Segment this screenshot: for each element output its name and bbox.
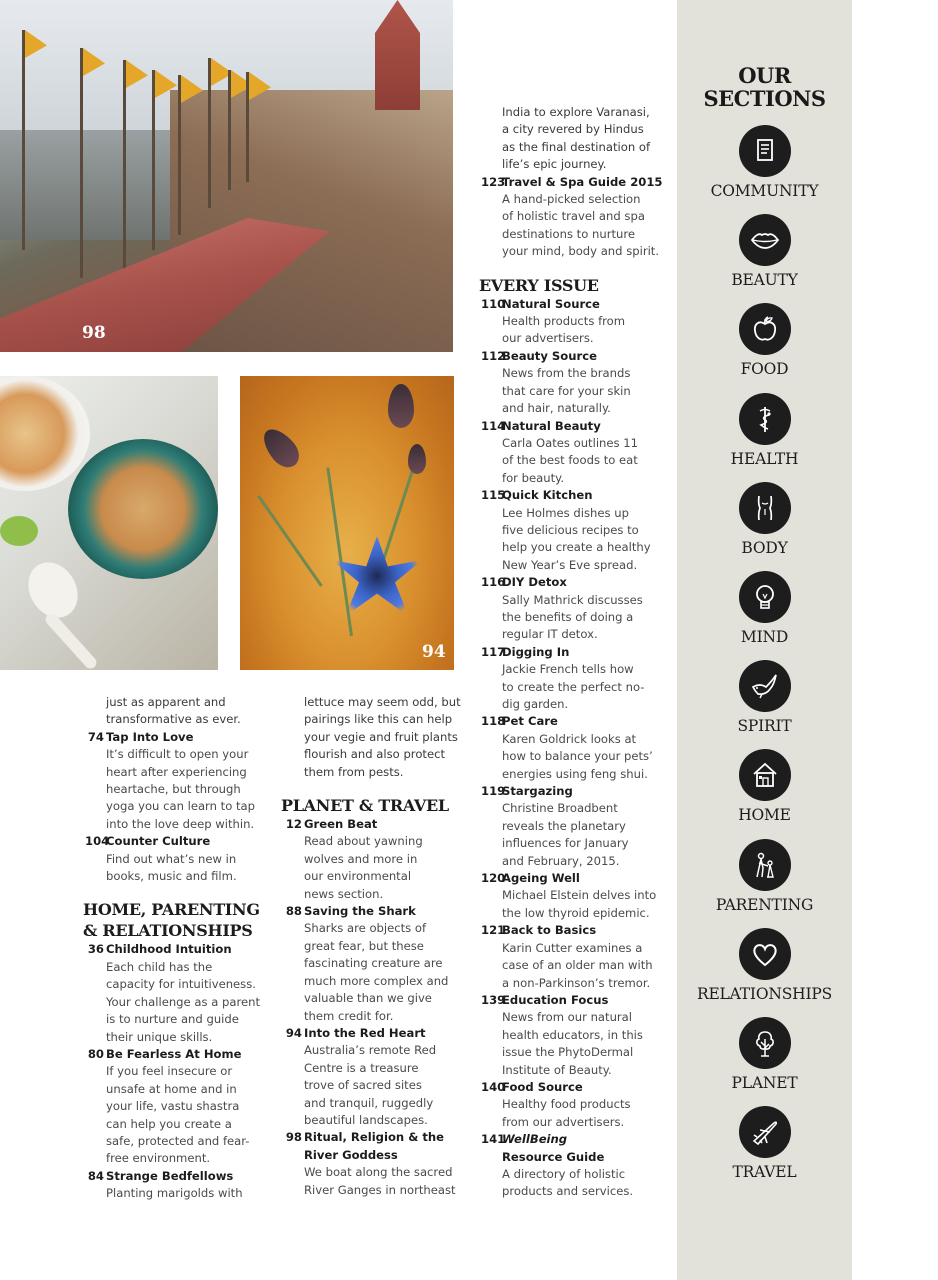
contents-entry[interactable]: 110Natural Source Health products from our advertisers. <box>481 296 626 346</box>
torso-icon <box>739 482 791 534</box>
section-label: COMMUNITY <box>710 182 819 200</box>
section-travel[interactable] <box>677 1106 852 1181</box>
section-spirit[interactable] <box>677 660 852 735</box>
section-label: FOOD <box>740 360 789 379</box>
section-parenting[interactable] <box>677 839 852 914</box>
apple-icon <box>739 303 791 355</box>
section-heading: PLANET & TRAVEL <box>281 796 449 816</box>
section-food[interactable] <box>677 303 852 378</box>
contents-entry[interactable]: 94 Into the Red Heart Australia’s remote Red Centre is a treasure trove of sacred sites and tranquil, ruggedly beautiful landscapes. <box>285 1025 437 1127</box>
section-beauty[interactable] <box>677 214 852 289</box>
photo-page-number: 98 <box>82 323 106 343</box>
contents-entry[interactable]: 115Quick Kitchen Lee Holmes dishes up five delicious recipes to help you create a healthy New Year’s Eve spread. <box>481 488 651 572</box>
tree-icon <box>739 1017 791 1069</box>
contents-entry[interactable]: 114Natural Beauty Carla Oates outlines 11 of the best foods to eat for beauty. <box>481 418 639 485</box>
section-label: HEALTH <box>730 449 799 468</box>
contents-entry[interactable]: 116DIY Detox Sally Mathrick discusses the benefits of doing a regular IT detox. <box>481 575 643 642</box>
contents-entry[interactable]: 120Ageing Well Michael Elstein delves into the low thyroid epidemic. <box>481 871 657 920</box>
section-label: BODY <box>741 538 788 557</box>
contents-entry[interactable]: 88 Saving the Shark Sharks are objects of great fear, but these fascinating creature are much more complex and valuable than we give them credit for. <box>285 904 449 1023</box>
contents-entry[interactable]: 104Counter Culture Find out what’s new in books, music and film. <box>85 834 237 884</box>
sidebar-title: OUR SECTIONS <box>703 63 826 111</box>
airplane-icon <box>739 1106 791 1158</box>
section-planet[interactable] <box>677 1017 852 1092</box>
continued-text: lettuce may seem odd, but pairings like this can help your vegie and fruit plants flourish and also protect them from pests. <box>304 695 461 779</box>
section-relationships[interactable] <box>677 928 852 1003</box>
lips-icon <box>739 214 791 266</box>
section-heading: EVERY ISSUE <box>479 275 599 295</box>
section-label: SPIRIT <box>737 717 792 736</box>
contents-entry[interactable]: 141WellBeing Resource Guide A directory of holistic products and services. <box>481 1132 634 1199</box>
heart-icon <box>739 928 791 980</box>
contents-column-a <box>85 694 275 1203</box>
photo-page-number: 94 <box>422 642 446 662</box>
section-label: RELATIONSHIPS <box>696 984 833 1003</box>
lightbulb-icon <box>739 571 791 623</box>
section-mind[interactable] <box>677 571 852 646</box>
continued-text: just as apparent and transformative as ever. <box>106 695 241 727</box>
contents-entry[interactable]: 123Travel & Spa Guide 2015 A hand-picked selection of holistic travel and spa destinations to nurture your mind, body and spirit. <box>481 174 663 259</box>
contents-entry[interactable]: 98 Ritual, Religion & the River Goddess We boat along the sacred River Ganges in northeast <box>285 1130 456 1197</box>
section-label: MIND <box>740 628 789 646</box>
contents-entry[interactable]: 118Pet Care Karen Goldrick looks at how to balance your pets’ energies using feng shui. <box>481 714 653 781</box>
house-icon <box>739 749 791 801</box>
section-community[interactable] <box>677 125 852 200</box>
contents-entry[interactable]: 117Digging In Jackie French tells how to create the perfect no- dig garden. <box>481 644 645 711</box>
section-label: HOME <box>738 806 791 825</box>
contents-entry[interactable]: 74 Tap Into Love It’s difficult to open your heart after experiencing heartache, but through yoga you can learn to tap into the love deep within. <box>87 729 255 831</box>
contents-entry[interactable]: 36 Childhood Intuition Each child has the capacity for intuitiveness. Your challenge as a parent is to nurture and guide their unique skills. <box>87 942 260 1044</box>
contents-entry[interactable]: 80 Be Fearless At Home If you feel insecure or unsafe at home and in your life, vastu shastra can help you create a safe, protected and fear- free environment. <box>87 1046 250 1166</box>
contents-entry[interactable]: 119Stargazing Christine Broadbent reveals the planetary influences for January and February, 2015. <box>481 784 629 868</box>
parent-child-icon <box>739 839 791 891</box>
section-label: PARENTING <box>715 895 814 914</box>
contents-column-b <box>283 694 468 1199</box>
borage-flower-photo <box>240 376 454 670</box>
contents-entry[interactable]: 84 Strange Bedfellows Planting marigolds with <box>87 1168 243 1201</box>
caduceus-icon <box>739 393 791 445</box>
section-health[interactable] <box>677 393 852 468</box>
section-label: PLANET <box>731 1074 798 1092</box>
contents-column-c <box>481 104 666 1201</box>
our-sections-sidebar <box>677 0 852 1280</box>
dove-icon <box>739 660 791 712</box>
contents-entry[interactable]: 121Back to Basics Karin Cutter examines a case of an older man with a non-Parkinson’s tremor. <box>481 923 653 990</box>
contents-entry[interactable]: 12 Green Beat Read about yawning wolves and more in our environmental news section. <box>285 817 423 901</box>
varanasi-photo <box>0 0 453 352</box>
section-heading: HOME, PARENTING & RELATIONSHIPS <box>83 900 260 941</box>
food-bowls-photo <box>0 376 218 670</box>
section-home[interactable] <box>677 749 852 824</box>
section-label: TRAVEL <box>732 1163 797 1182</box>
contents-entry[interactable]: 112Beauty Source News from the brands that care for your skin and hair, naturally. <box>481 348 631 416</box>
section-body[interactable] <box>677 482 852 557</box>
contents-entry[interactable]: 139Education Focus News from our natural health educators, in this issue the PhytoDermal Institute of Beauty. <box>481 992 643 1077</box>
continued-text: India to explore Varanasi, a city revered by Hindus as the final destination of life’s epic journey. <box>502 105 651 172</box>
document-icon <box>739 125 791 177</box>
section-label: BEAUTY <box>731 271 798 290</box>
contents-entry[interactable]: 140Food Source Healthy food products from our advertisers. <box>481 1079 631 1129</box>
